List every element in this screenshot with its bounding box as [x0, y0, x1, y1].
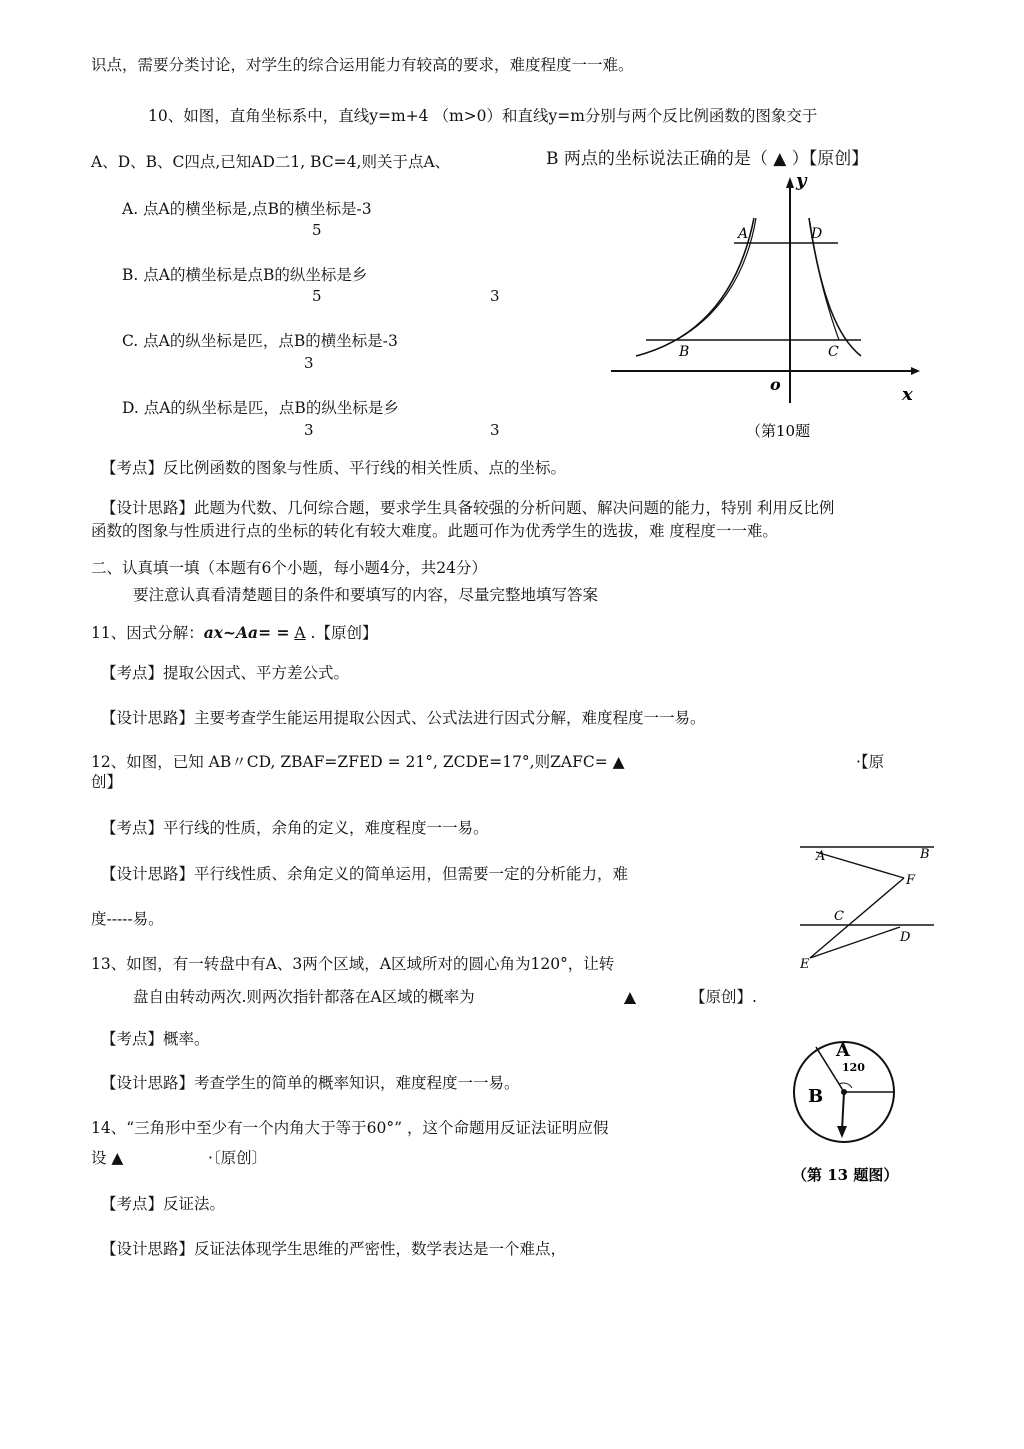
label-a: A — [738, 226, 749, 242]
region-b-label: B — [808, 1086, 824, 1107]
question-10-text: B 两点的坐标说法正确的是（ ▲ ）【原创】 — [546, 149, 869, 169]
section-2-note: 要注意认真看清楚题目的条件和要填写的内容，尽量完整地填写答案 — [133, 586, 599, 604]
label-b: B — [679, 344, 690, 360]
design-idea-10: 函数的图象与性质进行点的坐标的转化有较大难度。此题可作为优秀学生的选拔，难 度程度一一难。 — [91, 522, 778, 540]
question-12-text: ·【原 — [856, 753, 885, 771]
x-axis-arrow — [911, 367, 920, 375]
question-11-answer: A — [294, 624, 306, 642]
question-12-text: 创】 — [91, 773, 123, 791]
figure-10-caption: （第10题 — [746, 422, 811, 440]
question-11-expression: ax~Aa= = — [203, 623, 290, 642]
fraction-denominator: 3 — [304, 354, 314, 372]
angle-label: 120 — [842, 1061, 865, 1074]
answer-blank-marker: ▲ — [624, 988, 636, 1006]
question-11-suffix: .【原创】 — [310, 624, 378, 642]
design-idea-14: 【设计思路】反证法体现学生思维的严密性，数学表达是一个难点， — [101, 1240, 567, 1258]
fraction-denominator: 3 — [490, 421, 500, 439]
question-13-text: 盘自由转动两次.则两次指针都落在A区域的概率为 — [133, 988, 475, 1006]
fraction-denominator: 3 — [490, 287, 500, 305]
label-e: E — [800, 957, 810, 972]
segment-af — [816, 852, 904, 878]
question-14-text: 14、“三角形中至少有一个内角大于等于60°” ，这个命题用反证法证明应假 — [91, 1119, 609, 1137]
question-14-text: 设 ▲ — [91, 1149, 124, 1167]
option-c: C. 点A的纵坐标是匹，点B的横坐标是-3 — [122, 332, 398, 350]
key-point-10: 【考点】反比例函数的图象与性质、平行线的相关性质、点的坐标。 — [101, 459, 567, 477]
option-b: B. 点A的横坐标是点B的纵坐标是乡 — [122, 266, 368, 284]
segment-fe — [810, 878, 904, 958]
region-a-label: A — [836, 1040, 850, 1061]
key-point-12: 【考点】平行线的性质，余角的定义，难度程度一一易。 — [101, 819, 489, 837]
design-idea-10: 【设计思路】此题为代数、几何综合题，要求学生具备较强的分析问题、解决问题的能力，特别 利用反比例 — [101, 499, 835, 517]
figure-13-caption: （第 13 题图） — [792, 1166, 899, 1184]
question-14-text: ·〔原创〕 — [208, 1149, 268, 1167]
figure-13 — [784, 1026, 924, 1186]
question-10-text: 10、如图，直角坐标系中，直线y=m+4 （m>0）和直线y=m分别与两个反比例函数的图象交于 — [148, 107, 818, 125]
label-x: x — [902, 384, 913, 405]
label-f: F — [906, 873, 916, 888]
figure-12 — [796, 840, 936, 970]
text-line: 识点，需要分类讨论，对学生的综合运用能力有较高的要求，难度程度一一难。 — [91, 56, 634, 74]
question-13-text: 【原创】. — [690, 988, 757, 1006]
option-a: A. 点A的横坐标是,点B的横坐标是-3 — [122, 200, 372, 218]
key-point-11: 【考点】提取公因式、平方差公式。 — [101, 664, 350, 682]
design-idea-13: 【设计思路】考查学生的简单的概率知识，难度程度一一易。 — [101, 1074, 520, 1092]
label-a: A — [816, 849, 826, 864]
question-11 — [91, 623, 377, 643]
label-b: B — [920, 847, 930, 862]
spinner-center — [841, 1089, 847, 1095]
label-c: C — [834, 909, 844, 924]
label-y: y — [796, 170, 807, 191]
pointer-arrow — [842, 1092, 844, 1130]
question-11-label: 11、因式分解： — [91, 624, 204, 642]
label-c: C — [828, 344, 839, 360]
label-d: D — [811, 226, 823, 242]
fraction-denominator: 3 — [304, 421, 314, 439]
segment-ed — [810, 927, 900, 958]
question-10-text: A、D、B、C四点,已知AD二1, BC=4,则关于点A、 — [91, 153, 451, 171]
question-12-text: 12、如图，已知 AB〃CD, ZBAF=ZFED = 21°, ZCDE=17°,则ZAFC= ▲ — [91, 753, 625, 771]
design-idea-12: 【设计思路】平行线性质、余角定义的简单运用，但需要一定的分析能力，难 — [101, 865, 629, 883]
question-13-text: 13、如图，有一转盘中有A、3两个区域，A区域所对的圆心角为120°，让转 — [91, 955, 615, 973]
pointer-arrowhead — [837, 1126, 847, 1138]
fraction-denominator: 5 — [312, 287, 322, 305]
fraction-denominator: 5 — [312, 221, 322, 239]
key-point-14: 【考点】反证法。 — [101, 1195, 226, 1213]
key-point-13: 【考点】概率。 — [101, 1030, 210, 1048]
figure-10 — [606, 168, 926, 438]
option-d: D. 点A的纵坐标是匹，点B的纵坐标是乡 — [122, 399, 399, 417]
design-idea-12: 度-----易。 — [91, 910, 164, 928]
section-2-title: 二、认真填一填（本题有6个小题，每小题4分，共24分） — [91, 559, 487, 577]
label-origin: o — [770, 375, 781, 394]
hyperbola-left — [636, 218, 754, 356]
design-idea-11: 【设计思路】主要考查学生能运用提取公因式、公式法进行因式分解，难度程度一一易。 — [101, 709, 706, 727]
label-d: D — [900, 930, 911, 945]
y-axis-arrow — [786, 177, 794, 188]
